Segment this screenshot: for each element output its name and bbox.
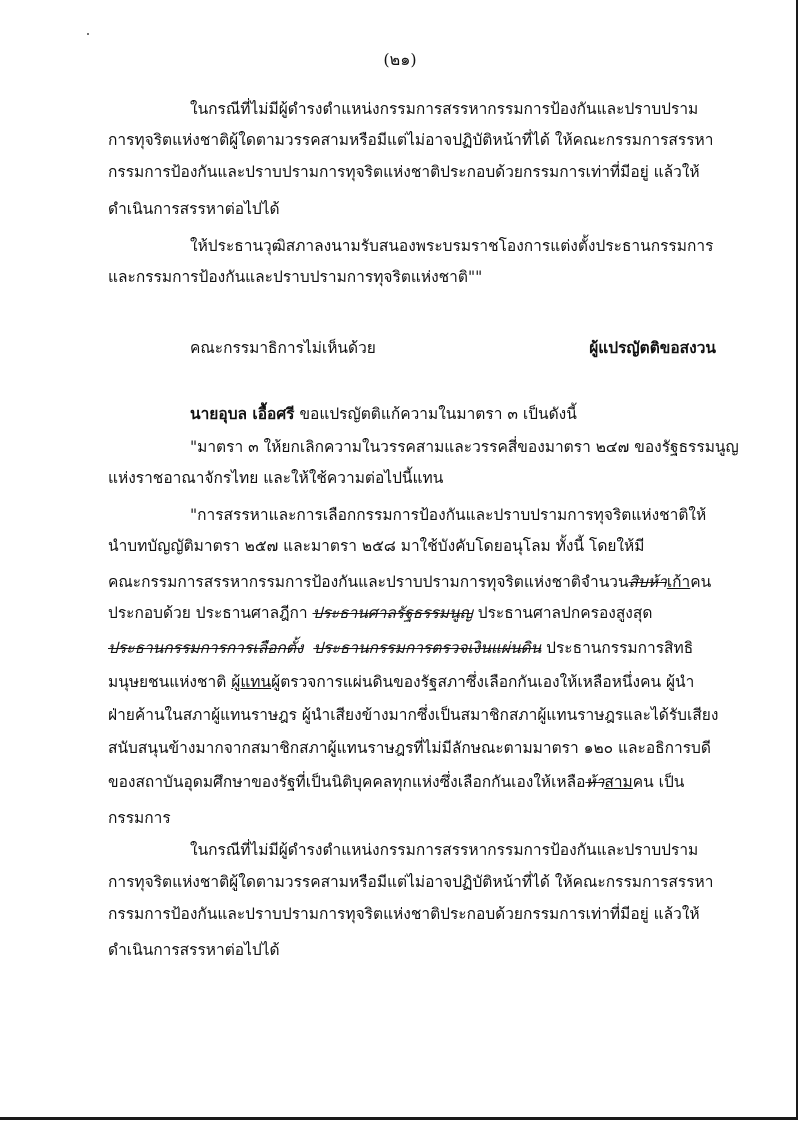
text-line: การทุจริตแห่งชาติผู้ใดตามวรรคสามหรือมีแต่ไม่อาจปฏิบัติหน้าที่ได้ ให้คณะกรรมการสรรหา (108, 873, 714, 891)
page-number: (๒๑) (383, 50, 417, 69)
struck-text: ประธานกรรมการตรวจเงินแผ่นดิน (313, 639, 542, 657)
text-segment: คน (690, 573, 712, 591)
committee-opinion: คณะกรรมาธิการไม่เห็นด้วย (190, 339, 376, 357)
text-segment: มนุษยชนแห่งชาติ (108, 673, 232, 691)
text-line: "มาตรา ๓ ให้ยกเลิกความในวรรคสามและวรรคสี่ของมาตรา ๒๔๗ ของรัฐธรรมนูญ (190, 438, 739, 456)
text-line: และกรรมการป้องกันและปราบปรามการทุจริตแห่งชาติ"" (108, 268, 483, 286)
text-segment: ประธานกรรมการสิทธิ (541, 639, 694, 657)
struck-text: สิบห้า (628, 573, 667, 591)
text-line: ฝ่ายค้านในสภาผู้แทนราษฎร ผู้นำเสียงข้างมากซึ่งเป็นสมาชิกสภาผู้แทนราษฎรและได้รับเสียง (108, 706, 719, 724)
inserted-text: สาม (604, 773, 633, 791)
struck-text: ห้า (585, 773, 605, 791)
text-line (108, 772, 684, 792)
text-line: การทุจริตแห่งชาติผู้ใดตามวรรคสามหรือมีแต่ไม่อาจปฏิบัติหน้าที่ได้ ให้คณะกรรมการสรรหา (108, 131, 714, 149)
amendment-request (190, 404, 577, 424)
member-name: นายอุบล เอื้อศรี (190, 404, 295, 423)
text-line: ให้ประธานวุฒิสภาลงนามรับสนองพระบรมราชโองการแต่งตั้งประธานกรรมการ (190, 237, 714, 255)
scan-speck (87, 33, 89, 35)
request-text: ขอแปรญัตติแก้ความในมาตรา ๓ เป็นดังนี้ (299, 405, 577, 423)
text-segment: คน เป็น (632, 773, 685, 791)
text-line: กรรมการป้องกันและปราบปรามการทุจริตแห่งชาติประกอบด้วยกรรมการเท่าที่มีอยู่ แล้วให้ (108, 163, 700, 181)
text-line: "การสรรหาและการเลือกกรรมการป้องกันและปราบปรามการทุจริตแห่งชาติให้ (190, 506, 707, 524)
text-line: กรรมการ (108, 809, 171, 827)
text-line: แห่งราชอาณาจักรไทย และให้ใช้ความต่อไปนี้แทน (108, 469, 444, 487)
text-line: ในกรณีที่ไม่มีผู้ดำรงตำแหน่งกรรมการสรรหากรรมการป้องกันและปราบปราม (190, 100, 699, 118)
struck-text: ประธานกรรมการการเลือกตั้ง (108, 639, 304, 657)
text-line (108, 638, 693, 658)
text-line: ดำเนินการสรรหาต่อไปได้ (108, 941, 280, 959)
inserted-text: เก้า (666, 573, 691, 591)
text-line: กรรมการป้องกันและปราบปรามการทุจริตแห่งชาติประกอบด้วยกรรมการเท่าที่มีอยู่ แล้วให้ (108, 905, 700, 923)
text-segment: ผู้ตรวจการแผ่นดินของรัฐสภาซึ่งเลือกกันเองให้เหลือหนึ่งคน ผู้นำ (271, 673, 695, 691)
text-line: ดำเนินการสรรหาต่อไปได้ (108, 200, 280, 218)
text-line: นำบทบัญญัติมาตรา ๒๕๗ และมาตรา ๒๕๘ มาใช้บังคับโดยอนุโลม ทั้งนี้ โดยให้มี (108, 537, 645, 555)
struck-text: ประธานศาลรัฐธรรมนูญ (312, 604, 473, 622)
inserted-text: ผู้แทน (231, 673, 272, 691)
text-line (108, 603, 652, 623)
text-line: ในกรณีที่ไม่มีผู้ดำรงตำแหน่งกรรมการสรรหากรรมการป้องกันและปราบปราม (190, 841, 699, 859)
reserving-amender: ผู้แปรญัตติขอสงวน (589, 338, 716, 357)
text-line (108, 572, 711, 592)
text-line: สนับสนุนข้างมากจากสมาชิกสภาผู้แทนราษฎรที่ไม่มีลักษณะตามมาตรา ๑๒๐ และอธิการบดี (108, 739, 711, 757)
text-segment: ประกอบด้วย ประธานศาลฎีกา (108, 604, 313, 622)
text-segment: คณะกรรมการสรรหากรรมการป้องกันและปราบปรามการทุจริตแห่งชาติจำนวน (108, 573, 629, 591)
text-line (108, 672, 694, 692)
text-segment: ประธานศาลปกครองสูงสุด (472, 604, 653, 622)
text-segment: ของสถาบันอุดมศึกษาของรัฐที่เป็นนิติบุคคลทุกแห่งซึ่งเลือกกันเองให้เหลือ (108, 773, 586, 791)
